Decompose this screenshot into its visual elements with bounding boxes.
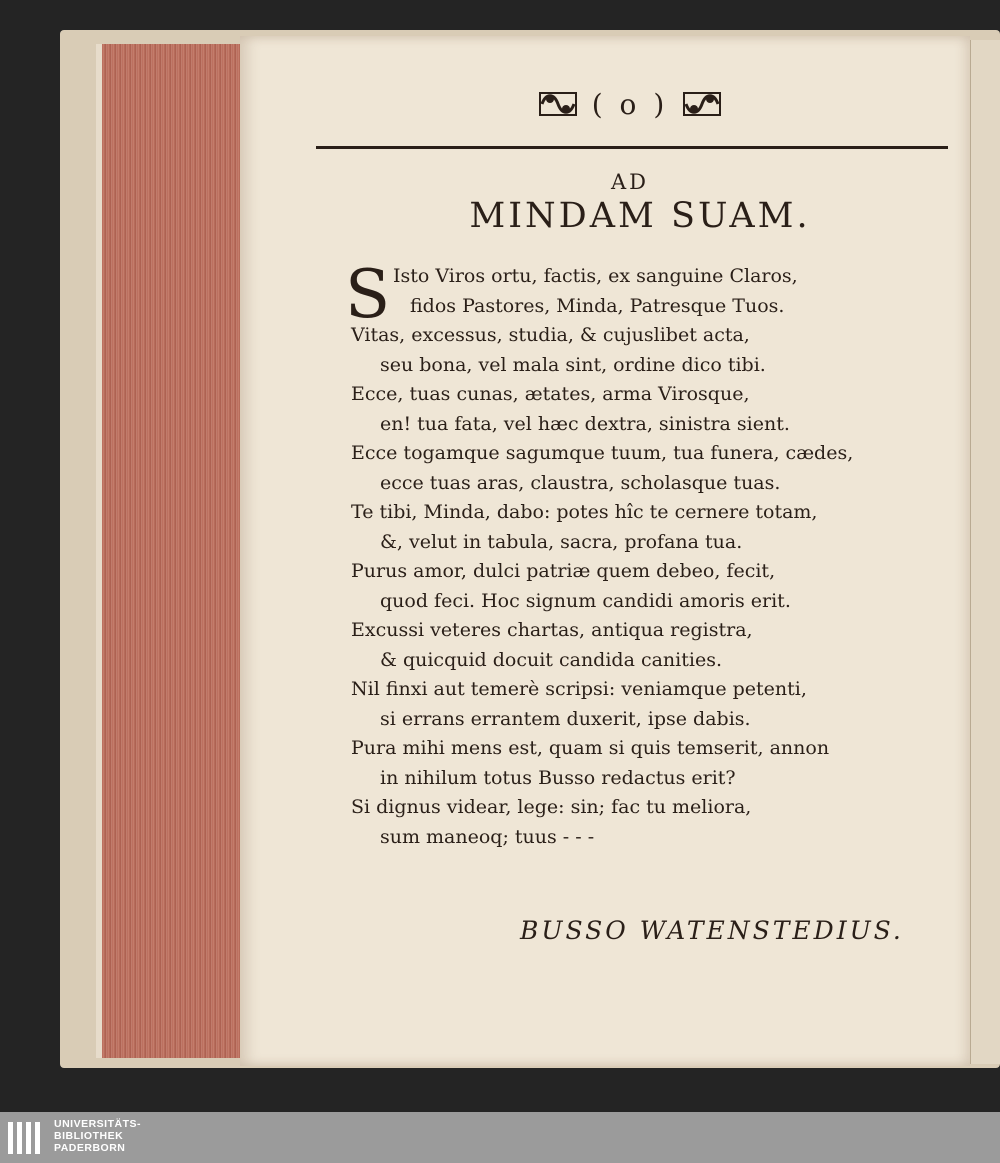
heading-ad: AD [610,170,649,194]
right-leaf [970,40,1000,1064]
verse-line: & quicquid docuit candida canities. [380,648,722,671]
verse-line: Si dignus videar, lege: sin; fac tu meliora, [351,796,752,818]
library-line: BIBLIOTHEK [54,1130,124,1142]
verse-line: Purus amor, dulci patriæ quem debeo, fecit, [351,560,776,582]
verse-line: en! tua fata, vel hæc dextra, sinistra sient. [380,412,790,435]
verse-line: ecce tuas aras, claustra, scholasque tuas. [380,471,781,494]
verse-line: quod feci. Hoc signum candidi amoris erit. [380,589,791,612]
verse-text [351,262,911,852]
verse-line: Pura mihi mens est, quam si quis temserit, annon [351,737,830,759]
right-ornament-icon [682,89,722,119]
library-name [54,1118,141,1154]
verse-line: Nil finxi aut temerè scripsi: veniamque petenti, [351,678,807,700]
verse-line: Te tibi, Minda, dabo: potes hîc te cernere totam, [351,501,818,523]
verse-line: Isto Viros ortu, factis, ex sanguine Claros, [393,265,798,287]
library-line: PADERBORN [54,1142,126,1154]
author-signature: BUSSO WATENSTEDIUS. [520,916,904,945]
library-logo-icon [6,1118,46,1158]
verse-line: Excussi veteres chartas, antiqua registra, [351,619,753,641]
verse-line: in nihilum totus Busso redactus erit? [380,766,736,789]
verse-line: &, velut in tabula, sacra, profana tua. [380,530,743,553]
verse-line: Vitas, excessus, studia, & cujuslibet acta, [351,324,750,346]
library-line: UNIVERSITÄTS- [54,1118,142,1130]
page-title: MINDAM SUAM. [469,196,811,236]
verse-line: seu bona, vel mala sint, ordine dico tibi. [380,353,766,376]
page-edges [96,44,244,1058]
verse-line: Ecce togamque sagumque tuum, tua funera, cædes, [351,442,854,464]
page-header [530,84,730,124]
verse-line: fidos Pastores, Minda, Patresque Tuos. [410,294,785,317]
page-number: ( o ) [591,87,669,121]
drop-cap: S [345,256,391,333]
header-rule [316,146,948,149]
verse-line: si errans errantem duxerit, ipse dabis. [380,707,751,730]
library-footer [0,1112,1000,1163]
verse-line: sum maneoq; tuus - - - [380,825,595,848]
left-ornament-icon [538,89,578,119]
verse-line: Ecce, tuas cunas, ætates, arma Virosque, [351,383,750,405]
